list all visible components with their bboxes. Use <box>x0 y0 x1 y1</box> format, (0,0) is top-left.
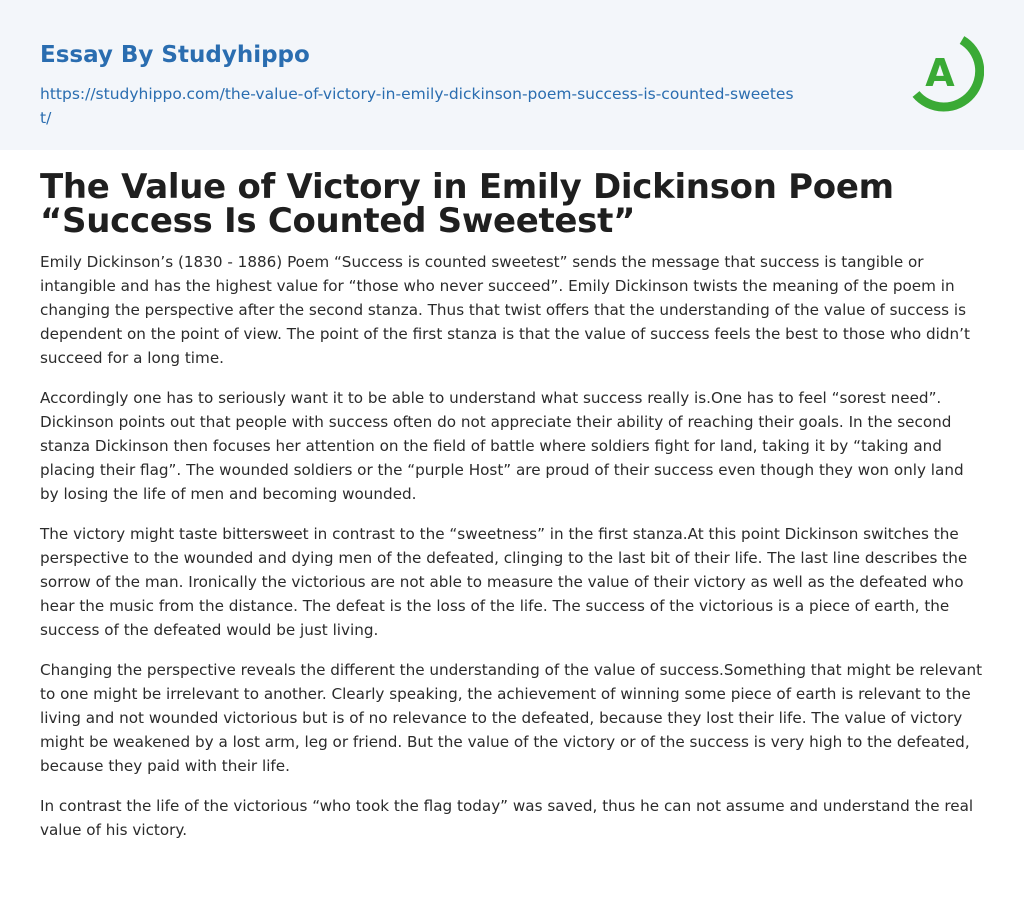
studyhippo-logo-icon[interactable] <box>900 30 984 114</box>
logo-letter: A <box>925 51 955 95</box>
paragraph-2: Accordingly one has to seriously want it to be able to understand what success really is.One has to feel “sorest need”. Dickinson points out that people with success often do not appreciate their ability of reaching their goals. In the second stanza Dickinson then focuses her attention on the field of battle where soldiers fight for land, taking it by “taking and placing their flag”. The wounded soldiers or the “purple Host” are proud of their success even though they won only land by losing the life of men and becoming wounded. <box>40 389 964 503</box>
article-title: The Value of Victory in Emily Dickinson Poem “Success Is Counted Sweetest” <box>40 167 894 241</box>
brand-title: Essay By Studyhippo <box>40 42 310 68</box>
site-header <box>0 0 1024 150</box>
paragraph-1: Emily Dickinson’s (1830 - 1886) Poem “Success is counted sweetest” sends the message that success is tangible or intangible and has the highest value for “those who never succeed”. Emily Dickinson twists the meaning of the poem in changing the perspective after the second stanza. Thus that twist offers that the understanding of the value of success is dependent on the point of view. The point of the first stanza is that the value of success feels the best to those who didn’t succeed for a long time. <box>40 253 970 367</box>
paragraph-4: Changing the perspective reveals the different the understanding of the value of success.Something that might be relevant to one might be irrelevant to another. Clearly speaking, the achievement of winning some piece of earth is relevant to the living and not wounded victorious but is of no relevance to the defeated, because they lost their life. The value of victory might be weakened by a lost arm, leg or friend. But the value of the victory or of the success is very high to the defeated, because they paid with their life. <box>40 661 983 775</box>
article-body <box>0 150 1024 842</box>
paragraph-5: In contrast the life of the victorious “who took the flag today” was saved, thus he can not assume and understand the real value of his victory. <box>40 797 974 839</box>
paragraph-3: The victory might taste bittersweet in contrast to the “sweetness” in the first stanza.At this point Dickinson switches the perspective to the wounded and dying men of the defeated, clinging to the last bit of their life. The last line describes the sorrow of the man. Ironically the victorious are not able to measure the value of their victory as well as the defeated who hear the music from the distance. The defeat is the loss of the life. The success of the victorious is a piece of earth, the success of the defeated would be just living. <box>40 525 968 639</box>
source-url-link[interactable]: https://studyhippo.com/the-value-of-victory-in-emily-dickinson-poem-success-is-counted-sweetest/ <box>40 85 794 127</box>
